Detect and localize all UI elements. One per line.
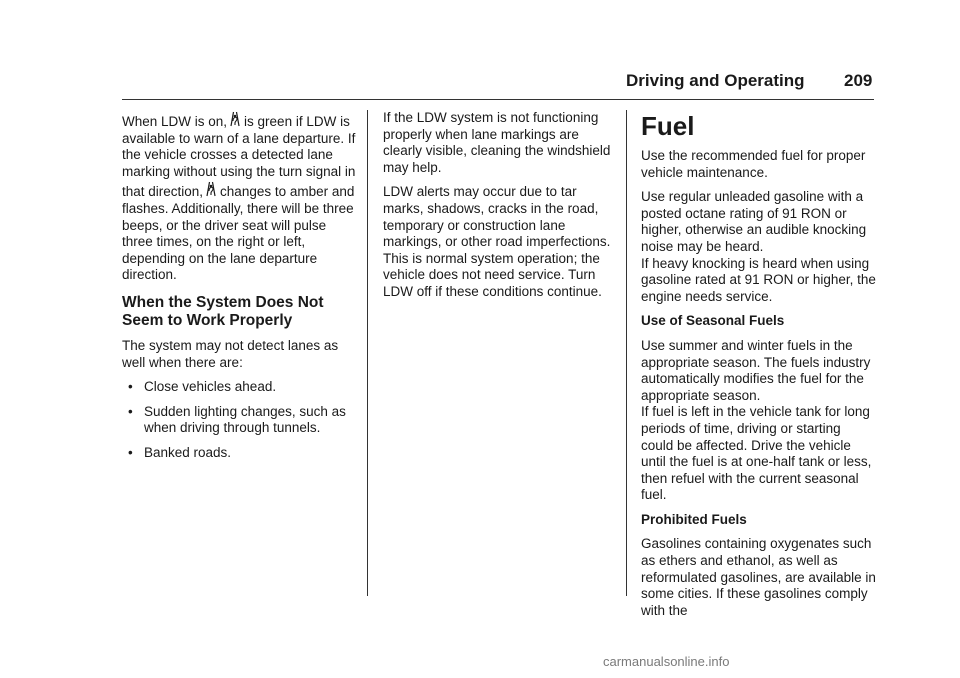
knocking-paragraph: If heavy knocking is heard when using gasoline rated at 91 RON or higher, the engine needs service. (641, 255, 876, 304)
ldw-text-a: When LDW is on, (122, 114, 228, 129)
conditions-list (122, 379, 357, 461)
bullet: • (128, 403, 133, 419)
list-item-text: Sudden lighting changes, such as when driving through tunnels. (144, 403, 346, 436)
page-number: 209 (844, 71, 873, 90)
column-3 (641, 110, 876, 627)
oxygenates-paragraph: Gasolines containing oxygenates such as ethers and ethanol, as well as reformulated gasolines, are available in some cities. If these gasolines comply with the (641, 536, 876, 618)
lane-departure-warning-icon (228, 110, 242, 127)
fuel-storage-paragraph: If fuel is left in the vehicle tank for long periods of time, driving or starting could be affected. Drive the vehicle until the fuel is at one-half tank or less, then refuel with the current seasonal fuel. (641, 404, 872, 503)
ldw-text-b: is green if LDW is available to warn of a lane departure. If the vehicle crosses a detected lane marking without using the turn signal in that direction, (122, 114, 356, 200)
fuel-intro-paragraph: Use the recommended fuel for proper vehicle maintenance. (641, 148, 866, 180)
column-2 (383, 110, 618, 309)
header-divider (122, 99, 874, 100)
column-divider-2 (626, 110, 627, 596)
list-item-text: Close vehicles ahead. (144, 379, 277, 395)
section-title: Driving and Operating (626, 71, 805, 90)
column-divider-1 (367, 110, 368, 596)
prohibited-fuels-label: Prohibited Fuels (641, 511, 747, 527)
cleaning-paragraph: If the LDW system is not functioning properly when lane markings are clearly visible, cleaning the windshield may help. (383, 110, 611, 175)
fuel-heading: Fuel (641, 111, 695, 141)
section-heading: When the System Does Not Seem to Work Properly (122, 293, 324, 329)
ldw-text-c: changes to amber and flashes. Additionally, there will be three beeps, or the driver seat will pulse three times, on the right or left, depending on the lane departure direction. (122, 184, 355, 283)
bullet: • (128, 444, 133, 460)
watermark: carmanualsonline.info (603, 654, 730, 669)
alerts-paragraph: LDW alerts may occur due to tar marks, shadows, cracks in the road, temporary or construction lane markings, or other road imperfections. This is normal system operation; the vehicle does not need service. Turn LDW off if these conditions continue. (383, 184, 611, 299)
seasonal-fuels-label: Use of Seasonal Fuels (641, 313, 785, 329)
bullet: • (128, 379, 133, 395)
list-item-text: Banked roads. (144, 444, 232, 460)
octane-paragraph: Use regular unleaded gasoline with a posted octane rating of 91 RON or higher, otherwise an audible knocking noise may be heard. (641, 189, 867, 254)
list-item (122, 404, 357, 437)
seasonal-paragraph: Use summer and winter fuels in the appropriate season. The fuels industry automatically modifies the fuel for the appropriate season. (641, 337, 871, 403)
list-item (122, 445, 357, 462)
page-header (0, 71, 960, 95)
intro-paragraph: The system may not detect lanes as well when there are: (122, 337, 339, 370)
lane-departure-warning-icon (204, 180, 218, 197)
ldw-status-paragraph (122, 110, 357, 284)
list-item (122, 379, 357, 396)
column-1 (122, 110, 357, 470)
